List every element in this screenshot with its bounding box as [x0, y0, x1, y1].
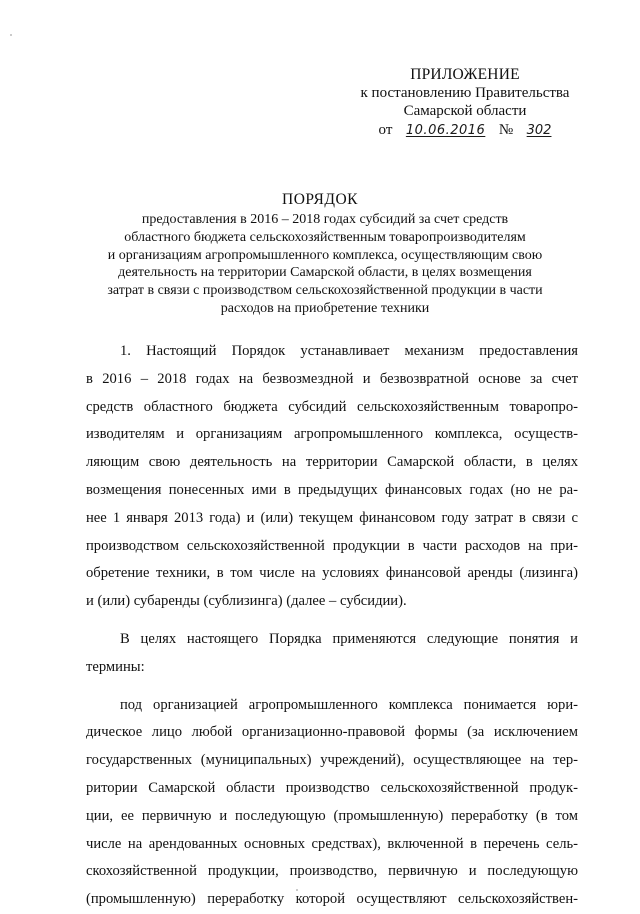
body-line: под организацией агропромышленного комплекса понимается юри- — [120, 696, 578, 713]
subtitle-line: деятельность на территории Самарской области, в целях возмещения — [118, 265, 532, 281]
paragraph-1 — [86, 338, 578, 616]
annex-resolution-line: к постановлению Правительства — [360, 85, 570, 101]
subtitle-line: предоставления в 2016 – 2018 годах субсидий за счет средств — [141, 212, 509, 227]
body-line: изводителям и организациям агропромышленного комплекса, осуществ- — [86, 426, 578, 443]
body-line: дическое лицо любой организационно-правовой формы (за исключением — [86, 724, 578, 741]
annex-date-line — [330, 121, 600, 140]
body-line: средств областного бюджета субсидий сельскохозяйственным товаропро- — [86, 398, 578, 415]
body-line: 1. Настоящий Порядок устанавливает механизм предоставления — [120, 343, 578, 359]
annex-region-line: Самарской области — [403, 103, 527, 119]
subtitle-line: расходов на приобретение техники — [220, 300, 430, 316]
scan-speck — [10, 34, 12, 36]
body-line: возмещения понесенных ими в предыдущих финансовых годах (но не ра- — [86, 481, 578, 498]
paragraph-2 — [86, 626, 578, 682]
body-line: обретение техники, в том числе на условиях финансовой аренды (лизинга) — [86, 565, 578, 582]
number-prefix: № — [498, 122, 514, 138]
document-title: ПОРЯДОК — [282, 191, 358, 208]
scan-speck — [296, 889, 298, 891]
subtitle-line: и организациям агропромышленного комплекса, осуществляющим свою — [107, 247, 543, 263]
body-line: скохозяйственной продукции, производство, первичную и последующую — [86, 863, 578, 880]
body-line: В целях настоящего Порядка применяются следующие понятия и — [120, 630, 578, 647]
body-line: (промышленную) переработку которой осуществляют сельскохозяйствен- — [86, 891, 578, 908]
subtitle-line: затрат в связи с производством сельскохозяйственной продукции в части — [107, 283, 543, 299]
body-line: нее 1 января 2013 года) и (или) текущем финансовом году затрат в связи с — [86, 509, 578, 526]
document-body — [86, 338, 578, 914]
annex-header — [330, 66, 600, 140]
body-line: производством сельскохозяйственной продукции в части расходов на при- — [86, 537, 578, 554]
handwritten-date: 10.06.2016 — [405, 123, 486, 138]
body-line: ляющим свою деятельность на территории Самарской области, в целях — [86, 454, 578, 471]
body-line: ции, ее первичную и последующую (промышленную) переработку (в том — [86, 807, 578, 824]
handwritten-number: 302 — [526, 123, 552, 138]
body-line: в 2016 – 2018 годах на безвозмездной и безвозвратной основе за счет — [86, 370, 578, 387]
body-line: числе на арендованных основных средствах), включенной в перечень сель- — [86, 835, 578, 852]
annex-title: ПРИЛОЖЕНИЕ — [410, 66, 520, 83]
body-line: и (или) субаренды (сублизинга) (далее – субсидии). — [86, 593, 407, 610]
body-line: термины: — [86, 658, 145, 675]
paragraph-3 — [86, 692, 578, 914]
subtitle-line: областного бюджета сельскохозяйственным товаропроизводителям — [124, 229, 526, 245]
body-line: государственных (муниципальных) учреждений), осуществляющее на тер- — [86, 752, 578, 769]
date-prefix: от — [378, 122, 393, 138]
document-subtitle — [90, 211, 560, 318]
body-line: ритории Самарской области производство сельскохозяйственной продук- — [86, 779, 578, 796]
